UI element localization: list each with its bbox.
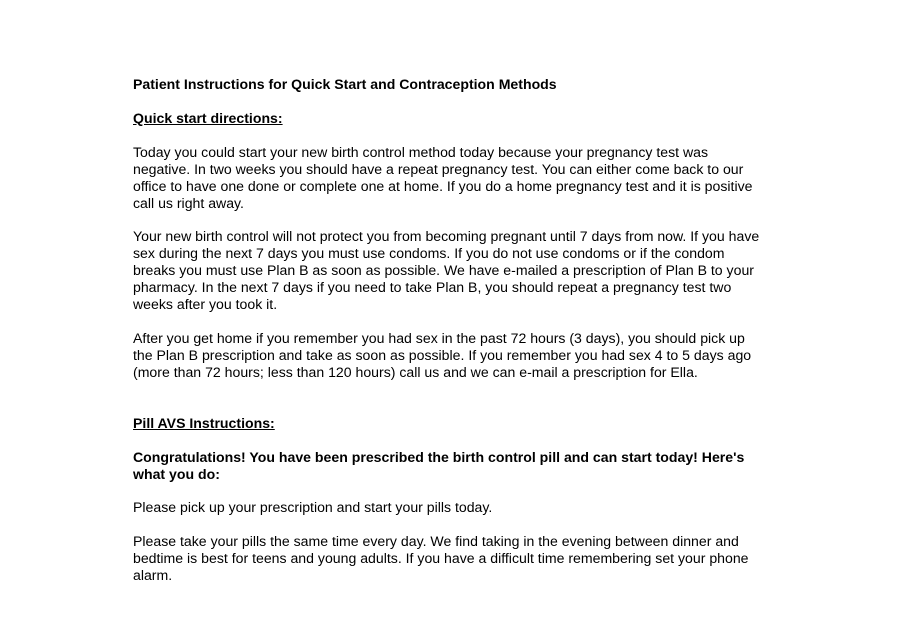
pill-intro-bold: Congratulations! You have been prescribed the birth control pill and can start today! Here's what you do: (133, 448, 745, 482)
document-title: Patient Instructions for Quick Start and Contraception Methods (133, 76, 557, 92)
paragraph-pill-1: Please pick up your prescription and start your pills today. (133, 499, 493, 516)
section-heading-pill-avs: Pill AVS Instructions: (133, 414, 275, 431)
paragraph-quick-start-1: Today you could start your new birth control method today because your pregnancy test was negative. In two weeks you should have a repeat pregnancy test. You can either come back to our office to have one done or complete one at home. If you do a home pregnancy test and it is positive call us right away. (133, 143, 753, 211)
paragraph-quick-start-3: After you get home if you remember you had sex in the past 72 hours (3 days), you should pick up the Plan B prescription and take as soon as possible. If you remember you had sex 4 to 5 days ago (more than 72 hours; less than 120 hours) call us and we can e-mail a prescription for Ella. (133, 329, 752, 380)
paragraph-quick-start-2: Your new birth control will not protect you from becoming pregnant until 7 days from now. If you have sex during the next 7 days you must use condoms. If you do not use condoms or if the condom breaks you must use Plan B as soon as possible. We have e-mailed a prescription of Plan B to your pharmacy. In the next 7 days if you need to take Plan B, you should repeat a pregnancy test two weeks after you took it. (133, 228, 760, 313)
document-page (133, 76, 763, 601)
paragraph-pill-2: Please take your pills the same time every day. We find taking in the evening between dinner and bedtime is best for teens and young adults. If you have a difficult time remembering set your phone alarm. (133, 533, 749, 584)
section-heading-quick-start: Quick start directions: (133, 109, 283, 126)
